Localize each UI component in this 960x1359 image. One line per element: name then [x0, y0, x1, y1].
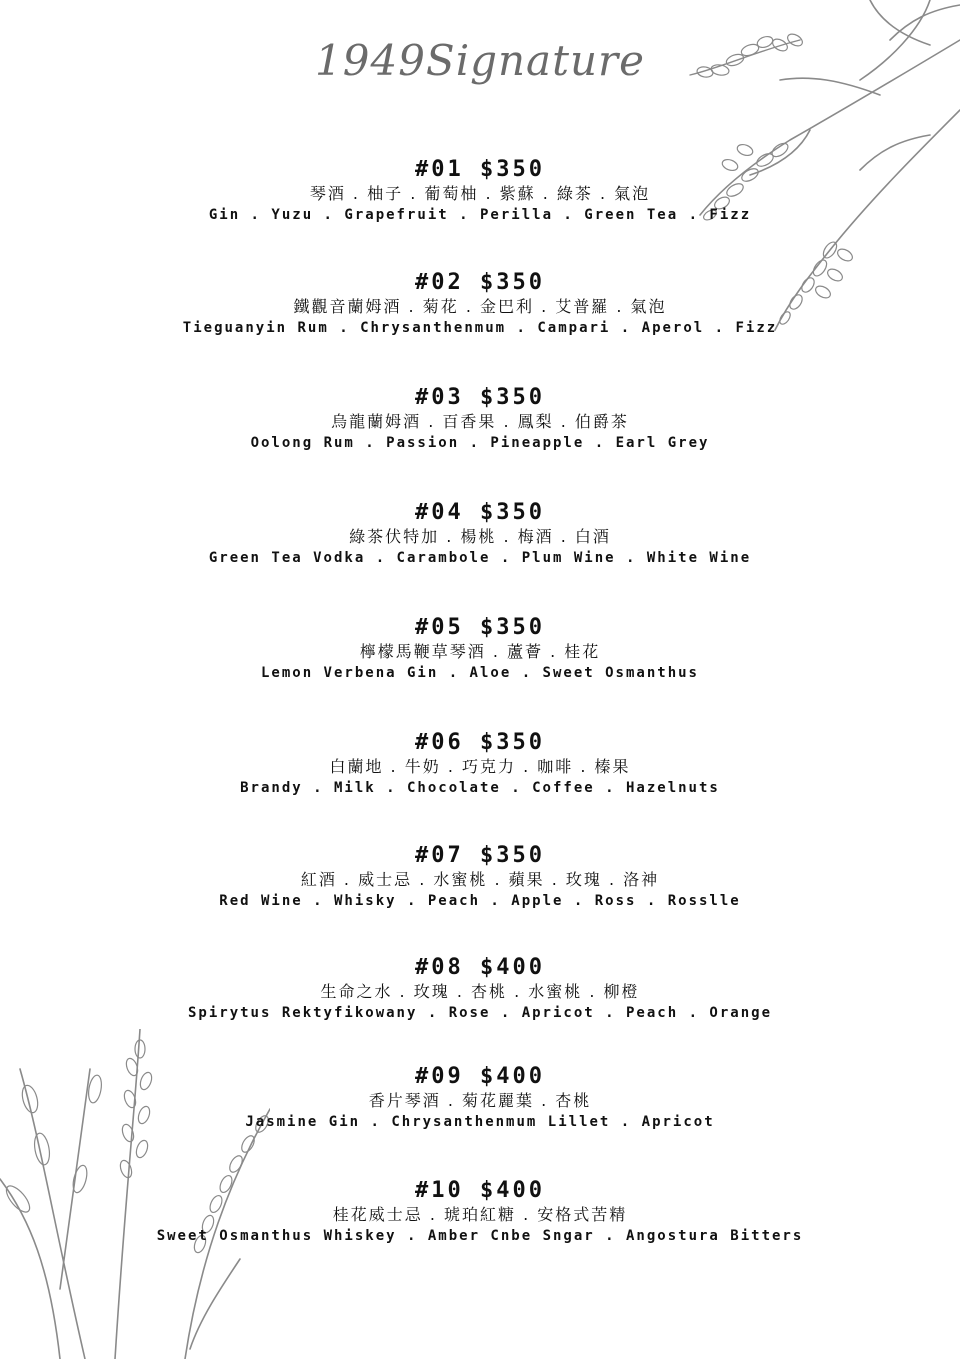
- item-ingredients-zh: 香片琴酒 . 菊花麗葉 . 杏桃: [368, 1091, 592, 1110]
- item-ingredients-zh: 琴酒 . 柚子 . 葡萄柚 . 紫蘇 . 綠茶 . 氣泡: [309, 184, 651, 203]
- item-number-price: #04 $350: [415, 500, 545, 525]
- item-number-price: #10 $400: [415, 1178, 545, 1203]
- item-number-price: #08 $400: [415, 955, 545, 980]
- item-ingredients-en: Spirytus Rektyfikowany . Rose . Apricot . Peach . Orange: [187, 1005, 772, 1021]
- menu-item: [140, 615, 820, 683]
- item-number-price: #06 $350: [415, 730, 545, 755]
- menu-item: [140, 843, 820, 911]
- item-number-price: #05 $350: [415, 615, 545, 640]
- menu-item: [140, 955, 820, 1023]
- page-title: 1949Signature: [315, 36, 645, 85]
- item-ingredients-zh: 紅酒 . 威士忌 . 水蜜桃 . 蘋果 . 玫瑰 . 洛神: [300, 870, 660, 889]
- item-number-price: #03 $350: [415, 385, 545, 410]
- item-ingredients-en: Oolong Rum . Passion . Pineapple . Earl Grey: [250, 435, 710, 451]
- item-ingredients-en: Gin . Yuzu . Grapefruit . Perilla . Green Tea . Fizz: [208, 207, 752, 223]
- menu-item: [140, 157, 820, 225]
- item-ingredients-zh: 綠茶伏特加 . 楊桃 . 梅酒 . 白酒: [349, 527, 611, 546]
- item-ingredients-zh: 白蘭地 . 牛奶 . 巧克力 . 咖啡 . 榛果: [329, 757, 631, 776]
- menu-item: [140, 385, 820, 453]
- item-number-price: #01 $350: [415, 157, 545, 182]
- item-ingredients-en: Red Wine . Whisky . Peach . Apple . Ross . Rosslle: [219, 893, 741, 909]
- item-ingredients-en: Green Tea Vodka . Carambole . Plum Wine . White Wine: [208, 550, 752, 566]
- item-number-price: #02 $350: [415, 270, 545, 295]
- item-ingredients-zh: 桂花威士忌 . 琥珀紅糖 . 安格式苦精: [332, 1205, 628, 1224]
- item-ingredients-en: Jasmine Gin . Chrysanthenmum Lillet . Apricot: [245, 1114, 715, 1130]
- item-ingredients-zh: 檸檬馬鞭草琴酒 . 蘆薈 . 桂花: [359, 642, 601, 661]
- item-ingredients-en: Sweet Osmanthus Whiskey . Amber Cnbe Sngar . Angostura Bitters: [156, 1228, 804, 1244]
- menu-item: [140, 1178, 820, 1246]
- menu-item: [140, 730, 820, 798]
- item-number-price: #07 $350: [415, 843, 545, 868]
- item-ingredients-zh: 生命之水 . 玫瑰 . 杏桃 . 水蜜桃 . 柳橙: [320, 982, 640, 1001]
- item-ingredients-zh: 烏龍蘭姆酒 . 百香果 . 鳳梨 . 伯爵茶: [331, 412, 629, 431]
- menu-item: [140, 500, 820, 568]
- item-ingredients-en: Tieguanyin Rum . Chrysanthenmum . Campari . Aperol . Fizz: [182, 320, 778, 336]
- item-number-price: #09 $400: [415, 1064, 545, 1089]
- menu-item: [140, 1064, 820, 1132]
- menu-item: [140, 270, 820, 338]
- item-ingredients-zh: 鐵觀音蘭姆酒 . 菊花 . 金巴利 . 艾普羅 . 氣泡: [293, 297, 667, 316]
- item-ingredients-en: Lemon Verbena Gin . Aloe . Sweet Osmanthus: [260, 665, 699, 681]
- item-ingredients-en: Brandy . Milk . Chocolate . Coffee . Hazelnuts: [240, 780, 720, 796]
